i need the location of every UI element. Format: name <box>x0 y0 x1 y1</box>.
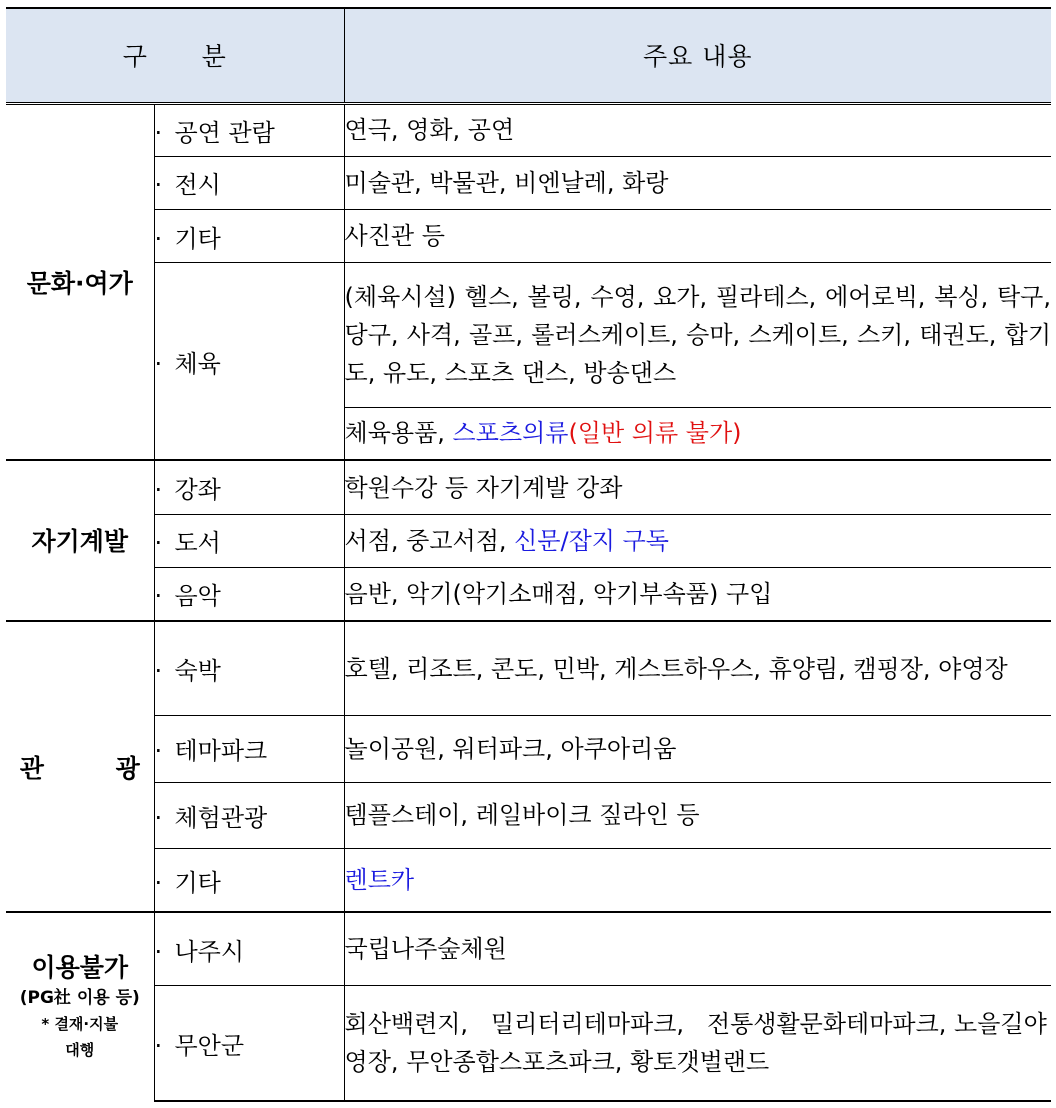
header-category-text: 구 분 <box>122 42 227 72</box>
category-label: 문화·여가 <box>26 268 133 298</box>
table-row <box>6 156 1051 209</box>
table-row <box>6 621 1051 716</box>
table-row <box>6 716 1051 782</box>
sub-label: 체육 <box>174 349 221 378</box>
content-cell <box>344 986 1051 1101</box>
header-content <box>344 8 1051 103</box>
table-row <box>6 567 1051 620</box>
benefit-table <box>6 7 1051 1102</box>
sub-category <box>154 567 344 620</box>
content-cell <box>344 514 1051 567</box>
category-culture <box>6 103 154 460</box>
category-tourism <box>6 621 154 913</box>
sub-label: 강좌 <box>174 476 221 505</box>
content-text: 회산백련지, 밀리터리테마파크, 전통생활문화테마파크, 노을길야영장, 무안종합스포츠파크, 황토갯벌랜드 <box>344 1010 1047 1077</box>
sub-label: 체험관광 <box>174 803 268 832</box>
table-row <box>6 210 1051 263</box>
sub-category <box>154 848 344 912</box>
content-cell <box>344 848 1051 912</box>
content-text: 체육용품, <box>344 419 453 448</box>
sub-label: 테마파크 <box>174 737 268 766</box>
content-text: 호텔, 리조트, 콘도, 민박, 게스트하우스, 휴양림, 캠핑장, 야영장 <box>344 654 1008 683</box>
content-text: (체육시설) 헬스, 볼링, 수영, 요가, 필라테스, 에어로빅, 복싱, 탁구, 당구, 사격, 골프, 롤러스케이트, 승마, 스케이트, 스키, 태권도, 합기도, 유도, 스포츠 댄스, 방송댄스 <box>344 282 1052 387</box>
sub-category <box>154 263 344 461</box>
sub-label: 공연 관람 <box>174 118 275 147</box>
sub-label: 도서 <box>174 529 221 558</box>
header-row <box>6 8 1051 103</box>
bullet: · <box>154 349 163 378</box>
category-label: 이용불가 <box>31 953 129 983</box>
sub-label: 무안군 <box>174 1031 245 1060</box>
content-cell <box>344 407 1051 460</box>
table-row <box>6 460 1051 514</box>
bullet: · <box>154 476 163 505</box>
content-highlight-blue: 스포츠의류 <box>452 419 569 448</box>
content-text: 놀이공원, 워터파크, 아쿠아리움 <box>344 734 677 763</box>
table-row <box>6 986 1051 1101</box>
sub-label: 기타 <box>174 868 221 897</box>
sub-label: 기타 <box>174 224 221 253</box>
table-row <box>6 912 1051 985</box>
content-highlight-blue: 렌트카 <box>344 866 415 895</box>
content-cell <box>344 912 1051 985</box>
category-label <box>20 749 140 785</box>
bullet: · <box>154 529 163 558</box>
sub-label: 음악 <box>174 582 221 611</box>
content-cell <box>344 210 1051 263</box>
table-row <box>6 782 1051 848</box>
content-text: 미술관, 박물관, 비엔날레, 화랑 <box>344 168 669 197</box>
content-cell <box>344 567 1051 620</box>
table-row <box>6 263 1051 407</box>
content-cell <box>344 263 1051 407</box>
content-text: 국립나주숲체원 <box>344 935 507 964</box>
content-cell <box>344 156 1051 209</box>
sub-label: 나주시 <box>174 937 245 966</box>
bullet: · <box>154 1031 163 1060</box>
header-category <box>6 8 344 103</box>
content-highlight-red: (일반 의류 불가) <box>568 419 742 448</box>
content-cell <box>344 716 1051 782</box>
sub-category <box>154 514 344 567</box>
bullet: · <box>154 737 163 766</box>
table-row <box>6 514 1051 567</box>
content-cell <box>344 103 1051 156</box>
content-cell <box>344 782 1051 848</box>
sub-category <box>154 210 344 263</box>
sub-category <box>154 912 344 985</box>
category-self-dev <box>6 460 154 620</box>
category-label-a: 관 <box>19 753 44 783</box>
sub-category <box>154 156 344 209</box>
content-highlight-blue: 신문/잡지 구독 <box>514 526 669 555</box>
category-note: 대행 <box>65 1041 95 1060</box>
bullet: · <box>154 582 163 611</box>
sub-category <box>154 716 344 782</box>
content-text: 템플스테이, 레일바이크 짚라인 등 <box>344 801 700 830</box>
table-row <box>6 103 1051 156</box>
bullet: · <box>154 224 163 253</box>
content-text: 사진관 등 <box>344 222 445 251</box>
content-cell <box>344 621 1051 716</box>
table-row <box>6 848 1051 912</box>
bullet: · <box>154 171 163 200</box>
sub-category <box>154 621 344 716</box>
sub-category <box>154 460 344 514</box>
bullet: · <box>154 937 163 966</box>
category-label: 자기계발 <box>31 527 129 557</box>
sub-category <box>154 103 344 156</box>
bullet: · <box>154 657 163 685</box>
sub-category <box>154 782 344 848</box>
category-note: * 결재·지불 <box>41 1015 119 1034</box>
header-content-text: 주요 내용 <box>642 42 753 72</box>
content-text: 음반, 악기(악기소매점, 악기부속품) 구입 <box>344 579 773 608</box>
category-label-b: 광 <box>115 753 140 783</box>
sub-label: 숙박 <box>174 657 221 685</box>
category-unavailable <box>6 912 154 1101</box>
bullet: · <box>154 803 163 832</box>
category-note: (PG社 이용 등) <box>19 988 140 1009</box>
bullet: · <box>154 118 163 147</box>
sub-category <box>154 986 344 1101</box>
content-cell <box>344 460 1051 514</box>
sub-label: 전시 <box>174 171 221 200</box>
content-text: 연극, 영화, 공연 <box>344 116 515 145</box>
content-text: 서점, 중고서점, <box>344 526 515 555</box>
content-text: 학원수강 등 자기계발 강좌 <box>344 473 623 502</box>
bullet: · <box>154 868 163 897</box>
